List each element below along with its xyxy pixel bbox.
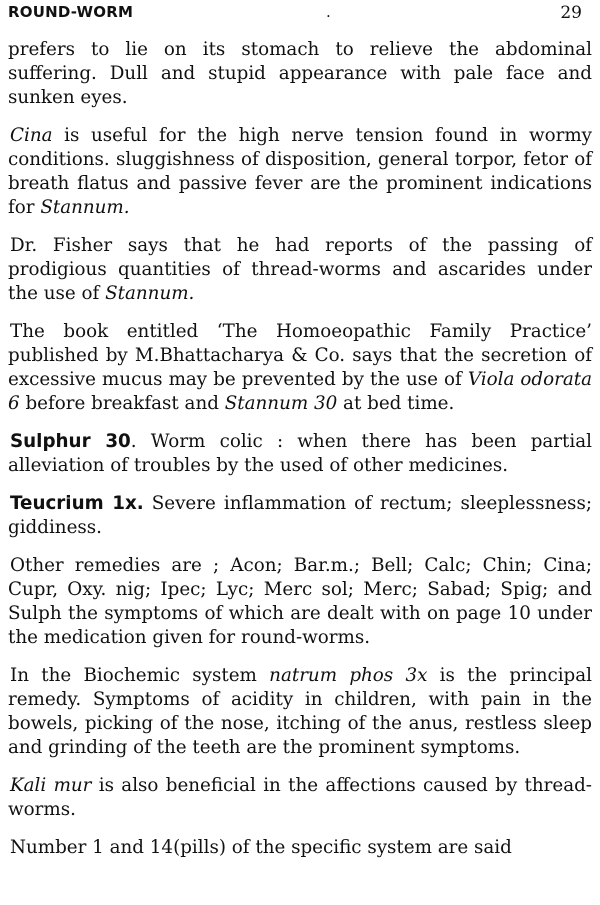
chapter-title: ROUND-WORM: [8, 3, 134, 21]
paragraph-cina: Cina is useful for the high nerve tension found in wormy conditions. sluggishness of disposition, general torpor, fetor of breath flatus and passive fever are the prominent indications for Stannum.: [8, 125, 592, 218]
remedy-cina: Cina: [10, 125, 53, 146]
paragraph-teucrium: Teucrium 1x. Severe inflammation of rectum; sleeplessness; giddiness.: [8, 493, 592, 538]
page-number: 29: [560, 3, 582, 23]
paragraph-biochemic: In the Biochemic system natrum phos 3x is the principal remedy. Symptoms of acidity in children, with pain in the bowels, picking of the nose, itching of the anus, restless sleep and grinding of the teeth are the prominent symptoms.: [8, 665, 592, 758]
remedy-kali-mur: Kali mur: [10, 775, 92, 796]
paragraph-fisher: Dr. Fisher says that he had reports of the passing of prodigious quantities of thread-worms and ascarides under the use of Stannum.: [8, 235, 592, 304]
paragraph-continuation: prefers to lie on its stomach to relieve the abdominal suffering. Dull and stupid appearance with pale face and sunken eyes.: [8, 39, 592, 108]
header-dot: .: [326, 3, 331, 21]
paragraph-kali-mur: Kali mur is also beneficial in the affections caused by thread-worms.: [8, 775, 592, 820]
remedy-stannum: Stannum.: [105, 283, 195, 304]
paragraph-sulphur: Sulphur 30. Worm colic : when there has been partial alleviation of troubles by the used of other medicines.: [8, 431, 592, 476]
body-text: [8, 38, 592, 874]
remedy-sulphur: Sulphur 30: [10, 431, 131, 452]
remedy-stannum-30: Stannum 30: [224, 393, 338, 414]
remedy-teucrium: Teucrium 1x.: [10, 493, 144, 514]
running-header: [8, 3, 592, 23]
remedy-viola: Viola odorata 6: [8, 369, 593, 414]
paragraph-specific-system: Number 1 and 14(pills) of the specific system are said: [10, 837, 512, 858]
paragraph-other-remedies: Other remedies are ; Acon; Bar.m.; Bell; Calc; Chin; Cina; Cupr, Oxy. nig; Ipec; Lyc; Merc sol; Merc; Sabad; Spig; and Sulph the symptoms of which are dealt with on page 10 under the medication given for round-worms.: [8, 555, 592, 648]
remedy-stannum: Stannum.: [40, 197, 130, 218]
remedy-natrum-phos: natrum phos 3x: [269, 665, 428, 686]
paragraph-family-practice: The book entitled ‘The Homoeopathic Family Practice’ published by M.Bhattacharya & Co. says that the secretion of excessive mucus may be prevented by the use of Viola odorata 6 before breakfast and Stannum 30 at bed time.: [8, 321, 593, 414]
